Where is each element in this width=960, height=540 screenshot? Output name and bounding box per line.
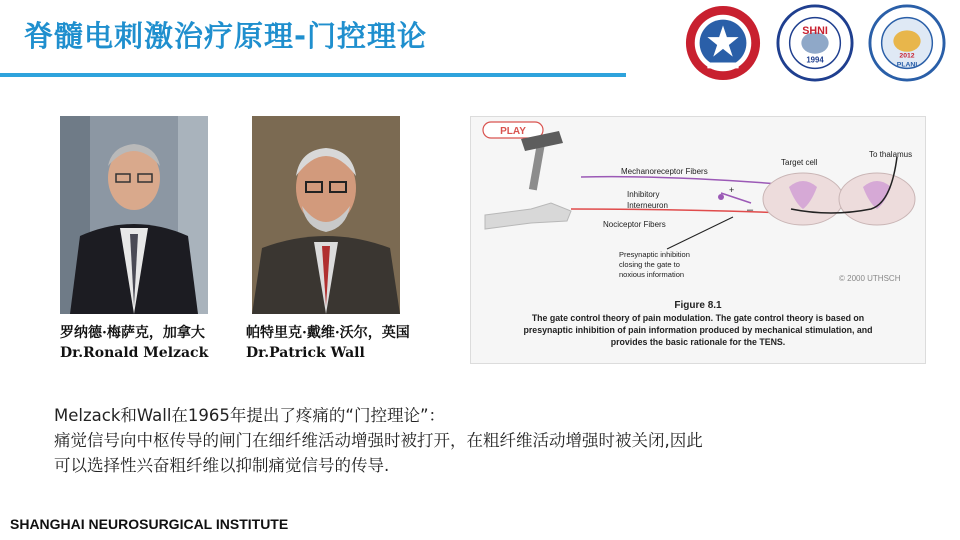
label-plus: +	[729, 185, 735, 195]
label-nociceptor: Nociceptor Fibers	[603, 220, 666, 229]
portrait-patrick-wall	[252, 116, 400, 314]
caption-melzack	[60, 323, 208, 363]
hospital-seal-logo	[684, 4, 762, 82]
figure-copyright: © 2000 UTHSCH	[839, 274, 901, 283]
caption-melzack-en: Dr.Ronald Melzack	[60, 345, 209, 361]
label-presyn-2: closing the gate to	[619, 260, 680, 269]
label-presyn-3: noxious information	[619, 270, 685, 279]
logo-plani-text: PLANI	[896, 61, 918, 69]
nociceptor-fiber	[571, 209, 791, 213]
figure-caption-line2: presynaptic inhibition of pain information produced by mechanical stimulation, and	[523, 325, 873, 335]
caption-wall-cn: 帕特里克·戴维·沃尔，英国	[246, 325, 410, 341]
spinal-cord-diagram	[763, 157, 915, 225]
hammer-icon	[521, 131, 563, 190]
play-label: PLAY	[500, 126, 526, 137]
portrait-ronald-melzack	[60, 116, 208, 314]
label-target-cell: Target cell	[781, 158, 818, 167]
slide-title: 脊髓电刺激治疗原理-门控理论	[24, 19, 428, 53]
caption-wall	[246, 323, 410, 363]
label-mechanoreceptor: Mechanoreceptor Fibers	[621, 167, 708, 176]
figure-number: Figure 8.1	[674, 300, 722, 311]
figure-caption-line1: The gate control theory of pain modulation. The gate control theory is based on	[531, 313, 865, 323]
label-to-thalamus: To thalamus	[869, 150, 913, 159]
label-inhibitory: Inhibitory	[627, 190, 660, 199]
caption-wall-en: Dr.Patrick Wall	[246, 345, 365, 361]
shni-institute-logo	[776, 4, 854, 82]
mechanoreceptor-fiber	[581, 177, 791, 185]
body-line-3: 可以选择性兴奋粗纤维以抑制痛觉信号的传导.	[54, 456, 390, 475]
logo-year-text: 2012	[899, 52, 915, 60]
body-line-2: 痛觉信号向中枢传导的闸门在细纤维活动增强时被打开，在粗纤维活动增强时被关闭,因此	[54, 431, 703, 450]
logo-shni-text: SHNI	[802, 25, 828, 38]
presynaptic-pointer	[667, 217, 733, 249]
interneuron-cell	[718, 194, 724, 200]
label-interneuron: Interneuron	[627, 201, 668, 210]
label-minus: –	[747, 204, 754, 216]
body-paragraph	[54, 403, 703, 478]
figure-caption-line3: provides the basic rationale for the TENS.	[610, 337, 786, 347]
footer-institute: SHANGHAI NEUROSURGICAL INSTITUTE	[10, 516, 289, 532]
logo-year-text: 1994	[806, 55, 824, 65]
interneuron-link	[721, 193, 751, 203]
gate-control-figure	[470, 116, 926, 364]
label-presyn-1: Presynaptic inhibition	[619, 250, 690, 259]
plani-institute-logo	[868, 4, 946, 82]
title-divider	[0, 73, 626, 77]
caption-melzack-cn: 罗纳德·梅萨克，加拿大	[60, 325, 205, 341]
body-line-1: Melzack和Wall在1965年提出了疼痛的“门控理论”：	[54, 406, 445, 425]
arm-icon	[485, 203, 571, 229]
